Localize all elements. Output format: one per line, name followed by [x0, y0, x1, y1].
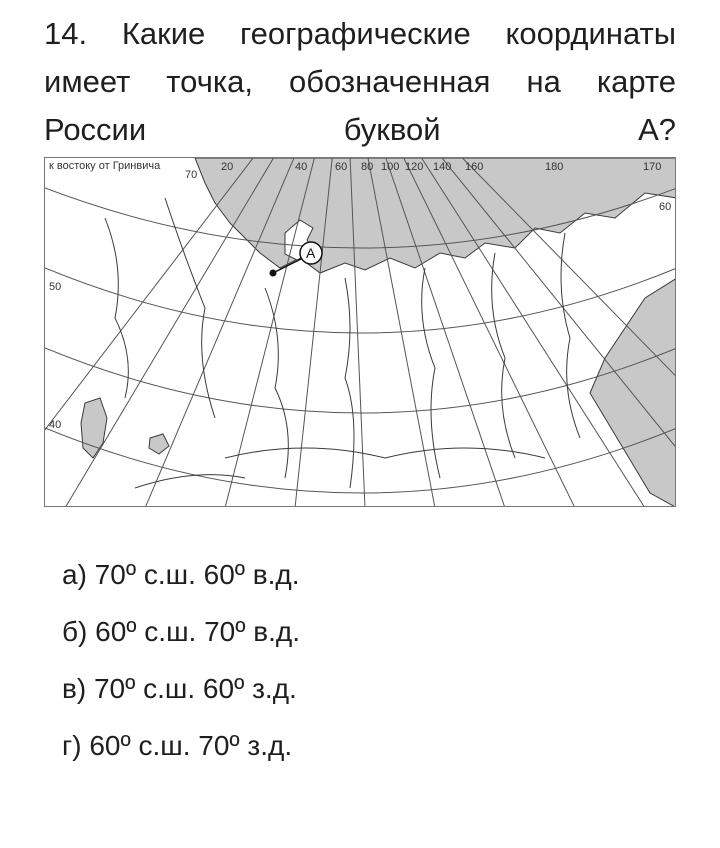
aral-sea — [149, 434, 169, 454]
answer-option-b: б) 60º с.ш. 70º в.д. — [62, 616, 301, 647]
parallel-label-50: 50 — [49, 281, 62, 293]
point-a-label: A — [306, 245, 316, 261]
parallel-label-60: 60 — [659, 201, 672, 213]
pacific-sea — [590, 278, 676, 507]
meridian-label-140: 140 — [433, 161, 452, 173]
russia-map — [44, 157, 676, 507]
answer-option-c: в) 70º с.ш. 60º з.д. — [62, 673, 297, 704]
meridian-label-60: 60 — [335, 161, 348, 173]
question-line-1: 14. Какие географические координаты — [44, 16, 676, 51]
meridian-label-20: 20 — [221, 161, 234, 173]
meridian-label-80: 80 — [361, 161, 374, 173]
parallel-label-40: 40 — [49, 419, 62, 431]
meridian-label-40: 40 — [295, 161, 308, 173]
answer-option-d: г) 60º с.ш. 70º з.д. — [62, 730, 293, 761]
question-line-2: имеет точка, обозначенная на карте — [44, 64, 676, 99]
question-text — [44, 10, 676, 154]
meridian-label-120: 120 — [405, 161, 424, 173]
russia-map-svg — [45, 158, 676, 507]
meridian-label-160: 160 — [465, 161, 484, 173]
parallel-label-70: 70 — [185, 169, 198, 181]
map-header-text: к востоку от Гринвича — [49, 160, 161, 172]
arctic-sea — [195, 158, 676, 273]
answer-options — [62, 551, 300, 779]
meridian-label-180: 180 — [545, 161, 564, 173]
meridian-label-100: 100 — [381, 161, 400, 173]
caspian-sea — [81, 398, 107, 458]
question-line-3: России буквой А? — [44, 112, 676, 147]
answer-option-a: а) 70º с.ш. 60º в.д. — [62, 559, 300, 590]
meridian-label-170: 170 — [643, 161, 662, 173]
